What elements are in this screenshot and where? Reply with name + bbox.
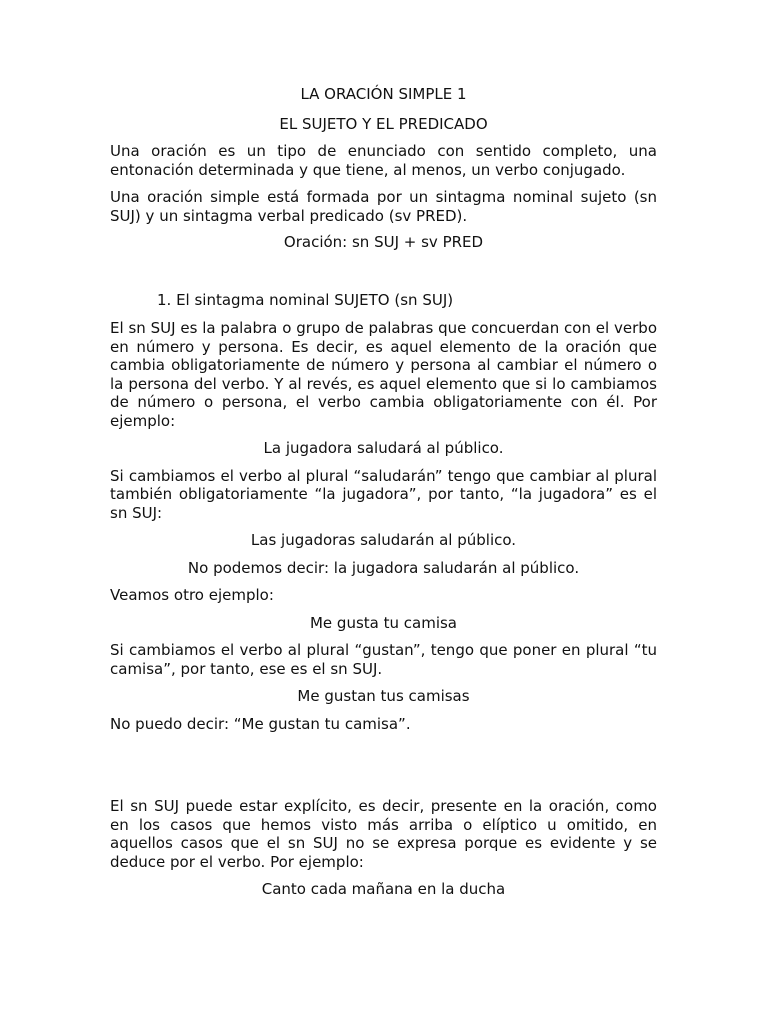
paragraph-cannot-say: No puedo decir: “Me gustan tu camisa”.: [110, 714, 411, 733]
example-sentence-1: La jugadora saludará al público.: [263, 439, 504, 457]
example-sentence-4: Me gusta tu camisa: [309, 613, 457, 632]
paragraph-gustan-explanation: Si cambiamos el verbo al plural “gustan”, tengo que poner en plural “tu camisa”, por tanto, ese es el sn SUJ.: [110, 641, 657, 678]
paragraph-definition: Una oración es un tipo de enunciado con sentido completo, una entonación determinada y que tiene, al menos, un verbo conjugado.: [110, 142, 657, 179]
document-title: LA ORACIÓN SIMPLE 1: [300, 85, 467, 103]
section-heading-subject: 1. El sintagma nominal SUJETO (sn SUJ): [157, 290, 454, 309]
document-body: [110, 85, 657, 899]
example-sentence-6: Canto cada mañana en la ducha: [261, 880, 506, 898]
example-sentence-3: No podemos decir: la jugadora saludarán al público.: [187, 558, 580, 577]
example-sentence-2: Las jugadoras saludarán al público.: [250, 531, 517, 549]
section-list: [110, 291, 657, 310]
example-sentence-5: Me gustan tus camisas: [297, 687, 470, 705]
paragraph-plural-explanation: Si cambiamos el verbo al plural “saludarán” tengo que cambiar al plural también obligatoriamente “la jugadora”, por tanto, “la jugadora” es el sn SUJ:: [110, 466, 657, 522]
formula-line: Oración: sn SUJ + sv PRED: [283, 233, 484, 251]
paragraph-simple-sentence: Una oración simple está formada por un sintagma nominal sujeto (sn SUJ) y un sintagma verbal predicado (sv PRED).: [110, 188, 657, 225]
document-subtitle: EL SUJETO Y EL PREDICADO: [279, 114, 488, 133]
paragraph-explicit-elliptic: El sn SUJ puede estar explícito, es decir, presente en la oración, como en los casos que hemos visto más arriba o elíptico u omitido, en aquellos casos que el sn SUJ no se expresa porque es evidente y se deduce por el verbo. Por ejemplo:: [110, 797, 657, 871]
paragraph-another-example: Veamos otro ejemplo:: [110, 586, 274, 604]
paragraph-subject-definition: El sn SUJ es la palabra o grupo de palabras que concuerdan con el verbo en número y persona. Es decir, es aquel elemento de la oración que cambia obligatoriamente de número y persona al cambiar el número o la persona del verbo. Y al revés, es aquel elemento que si lo cambiamos de número o persona, el verbo cambia obligatoriamente con él. Por ejemplo:: [110, 319, 657, 430]
